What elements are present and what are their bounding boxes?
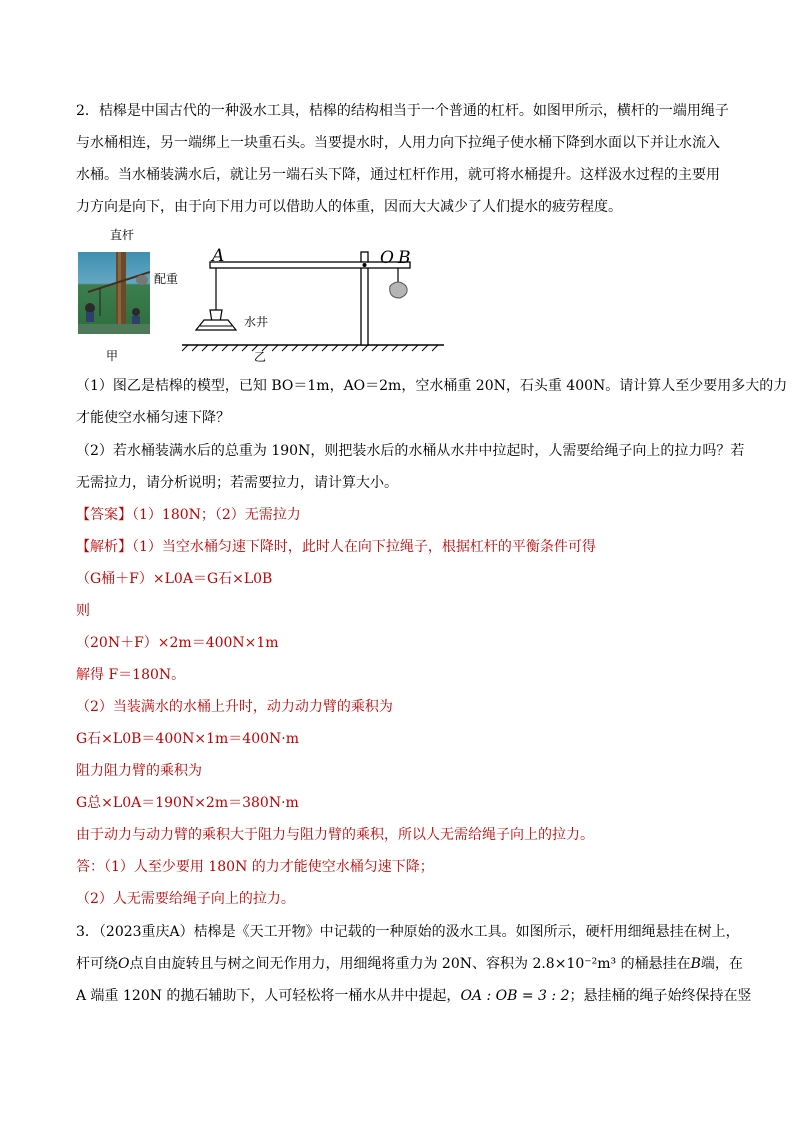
q2-sub1-line-1: （1）图乙是桔槔的模型，已知 BO＝1m，AO＝2m，空水桶重 20N，石头重 400N。请计算人至少要用多大的力 bbox=[76, 378, 788, 394]
q3-line-1: 3．（2023重庆A）桔槔是《天工开物》中记载的一种原始的汲水工具。如图所示，硬杆用细绳悬挂在树上， bbox=[76, 924, 740, 940]
q2-intro-line-1: 2．桔槔是中国古代的一种汲水工具，桔槔的结构相当于一个普通的杠杆。如图甲所示，横杆的一端用绳子 bbox=[76, 103, 729, 119]
q3-text-e: A 端重 120N 的拋石辅助下，人可轻松将一桶水从井中提起， bbox=[76, 988, 461, 1004]
q2-intro-line-3: 水桶。当水桶装满水后，就让另一端石头下降，通过杠杆作用，就可将水桶提升。这样汲水过程的主要用 bbox=[76, 167, 720, 183]
q3-text-c: 的桶悬挂在 bbox=[616, 956, 691, 972]
q3-line-2 bbox=[76, 954, 743, 974]
q2-sub1-line-2: 才能使空水桶匀速下降？ bbox=[76, 410, 230, 426]
figure-jiegao bbox=[76, 222, 736, 368]
analysis-line-12: （2）人无需要给绳子向上的拉力。 bbox=[76, 891, 295, 907]
caption-jia: 甲 bbox=[106, 349, 119, 363]
label-shuijing: 水井 bbox=[244, 315, 269, 329]
q2-sub2-line-2: 无需拉力，请分析说明；若需要拉力，请计算大小。 bbox=[76, 475, 398, 491]
analysis-line-11: 答：（1）人至少要用 180N 的力才能使空水桶匀速下降； bbox=[76, 859, 434, 875]
analysis-line-4: （20N＋F）×2m＝400N×1m bbox=[76, 635, 279, 651]
q2-sub2-line-1: （2）若水桶装满水后的总重为 190N，则把装水后的水桶从水井中拉起时，人需要给绳子向上的拉力吗？若 bbox=[76, 443, 745, 459]
analysis-line-8: 阻力阻力臂的乘积为 bbox=[76, 763, 202, 779]
analysis-line-9: G总×L0A＝190N×2m＝380N·m bbox=[76, 795, 299, 811]
analysis-line-5: 解得 F＝180N。 bbox=[76, 667, 186, 683]
q3-point-b: B bbox=[690, 956, 701, 972]
label-point-a: A bbox=[212, 246, 225, 266]
caption-yi: 乙 bbox=[254, 350, 267, 364]
analysis-line-1: 【解析】（1）当空水桶匀速下降时，此时人在向下拉绳子，根据杠杆的平衡条件可得 bbox=[76, 539, 596, 555]
pointer-lines bbox=[114, 286, 124, 292]
q3-text-a: 杆可绕 bbox=[76, 956, 118, 972]
label-point-b: B bbox=[398, 248, 411, 268]
q3-ratio: OA : OB = 3 : 2 bbox=[460, 988, 570, 1004]
analysis-line-3: 则 bbox=[76, 603, 90, 619]
label-zhigan: 直杆 bbox=[110, 228, 135, 242]
q3-volume: 2.8×10⁻²m³ bbox=[532, 956, 617, 972]
analysis-line-2: （G桶＋F）×L0A＝G石×L0B bbox=[76, 571, 273, 587]
analysis-line-6: （2）当装满水的水桶上升时，动力动力臂的乘积为 bbox=[76, 699, 393, 715]
analysis-line-7: G石×L0B＝400N×1m＝400N·m bbox=[76, 731, 299, 747]
q2-intro-line-4: 力方向是向下，由于向下用力可以借助人的体重，因而大大减少了人们提水的疲劳程度。 bbox=[76, 199, 622, 215]
q3-point-o: O bbox=[118, 956, 130, 972]
answer-line: 【答案】（1）180N；（2）无需拉力 bbox=[76, 507, 301, 523]
photo-jiegao-illustration bbox=[78, 252, 150, 334]
photo-drawing bbox=[78, 252, 150, 334]
q2-intro-line-2: 与水桶相连，另一端绑上一块重石头。当要提水时，人用力向下拉绳子使水桶下降到水面以下并让水流入 bbox=[76, 135, 720, 151]
label-peizhong: 配重 bbox=[154, 272, 179, 286]
q3-text-d: 端，在 bbox=[700, 956, 743, 972]
label-point-o: O bbox=[380, 248, 394, 268]
q3-text-f: ；悬挂桶的绳子始终保持在竖 bbox=[569, 988, 752, 1004]
analysis-line-10: 由于动力与动力臂的乘积大于阻力与阻力臂的乘积，所以人无需给绳子向上的拉力。 bbox=[76, 827, 594, 843]
q3-line-3 bbox=[76, 986, 752, 1006]
q3-text-b: 点自由旋转且与树之间无作用力，用细绳将重力为 20N、容积为 bbox=[129, 956, 533, 972]
lever-model-diagram bbox=[176, 222, 456, 368]
